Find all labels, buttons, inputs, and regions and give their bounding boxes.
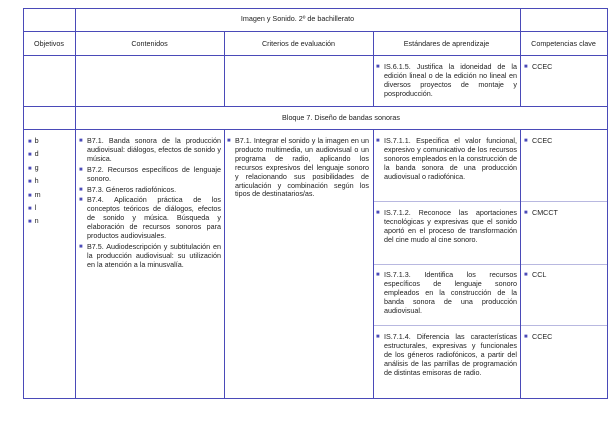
objetivo-item: ■ h <box>28 176 39 186</box>
estandar-is-7-1-4: ■ IS.7.1.4. Diferencia las características estructurales, expresivas y funcionales de los géneros radiofónicos, a partir del análisis de las parrillas de programación de distintas emisoras de radio. <box>376 332 517 377</box>
header-estandares: Estándares de aprendizaje <box>403 39 490 48</box>
bullet-icon: ■ <box>79 197 83 204</box>
bullet-icon: ■ <box>376 334 380 340</box>
bullet-icon: ■ <box>524 334 528 340</box>
objetivo-item: ■ n <box>28 216 39 226</box>
header-criterios: Criterios de evaluación <box>261 39 336 48</box>
objetivo-item: ■ g <box>28 162 39 172</box>
bullet-icon: ■ <box>376 210 380 216</box>
estandar-is-7-1-1: ■ IS.7.1.1. Especifica el valor funcional, expresivo y comunicativo de los recursos sonoros empleados en la construcción de la banda sonora de una producción audiovisual o radiofónica. <box>376 136 517 181</box>
estandar-is-6-1-5: ■ IS.6.1.5. Justifica la idoneidad de la edición lineal o de la edición no lineal en diversos proyectos de montaje y posproducción. <box>376 62 517 98</box>
bullet-icon: ■ <box>524 64 528 70</box>
objetivos-list <box>28 137 72 231</box>
bullet-icon: ■ <box>79 166 83 173</box>
header-competencias: Competencias clave <box>531 39 596 48</box>
estandar-is-7-1-2: ■ IS.7.1.2. Reconoce las aportaciones tecnológicas y expresivas que el sonido aportó en el proceso de transformación del cine mudo al cine sonoro. <box>376 208 517 244</box>
objetivo-item: ■ l <box>28 202 37 212</box>
estandar-is-7-1-3: ■ IS.7.1.3. Identifica los recursos específicos de lenguaje sonoro empleados en la construcción de la banda sonora de una producción audiovisual. <box>376 270 517 315</box>
competencia-top: ■ CCEC <box>524 62 553 71</box>
bullet-icon: ■ <box>79 186 83 193</box>
table-title: Imagen y Sonido. 2º de bachillerato <box>240 14 355 23</box>
block-title: Bloque 7. Diseño de bandas sonoras <box>282 113 400 122</box>
bullet-icon: ■ <box>227 138 231 144</box>
header-objetivos: Objetivos <box>34 39 64 48</box>
objetivo-item: ■ b <box>28 136 39 145</box>
contenido-item: ■ B7.4. Aplicación práctica de los conceptos teóricos de diálogos, efectos de sonido y música. Búsqueda y elaboración de recursos sonoros para productos audiovisuales. <box>79 195 221 241</box>
bullet-icon: ■ <box>524 272 528 278</box>
objetivo-item: ■ d <box>28 149 39 159</box>
bullet-icon: ■ <box>376 272 380 278</box>
competencia-cell: ■ CCEC <box>524 136 553 145</box>
bullet-icon: ■ <box>79 243 83 250</box>
contenido-item: ■ B7.3. Géneros radiofónicos. <box>79 184 177 194</box>
criterio-b7-1: ■ B7.1. Integrar el sonido y la imagen en un producto multimedia, un audiovisual o un programa de radio, aplicando los recursos expresivos del lenguaje sonoro y relacionando sus posibilidades de articulación y combinación según los tipos de destinatarios/as. <box>227 136 369 199</box>
bullet-icon: ■ <box>376 138 380 144</box>
header-contenidos: Contenidos <box>131 39 168 48</box>
competencia-cell: ■ CMCCT <box>524 208 558 217</box>
bullet-icon: ■ <box>524 138 528 144</box>
competencia-cell: ■ CCEC <box>524 332 553 341</box>
contenido-item: ■ B7.1. Banda sonora de la producción audiovisual: diálogos, efectos de sonido y música. <box>79 136 221 163</box>
bullet-icon: ■ <box>524 210 528 216</box>
competencia-cell: ■ CCL <box>524 270 547 279</box>
contenidos-list <box>79 136 221 272</box>
bullet-icon: ■ <box>376 64 380 70</box>
contenido-item: ■ B7.2. Recursos específicos de lenguaje sonoro. <box>79 164 221 183</box>
bullet-icon: ■ <box>79 138 83 144</box>
contenido-item: ■ B7.5. Audiodescripción y subtitulación en la producción audiovisual: su utilización en la atención a la minusvalía. <box>79 241 221 269</box>
objetivo-item: ■ m <box>28 189 41 199</box>
